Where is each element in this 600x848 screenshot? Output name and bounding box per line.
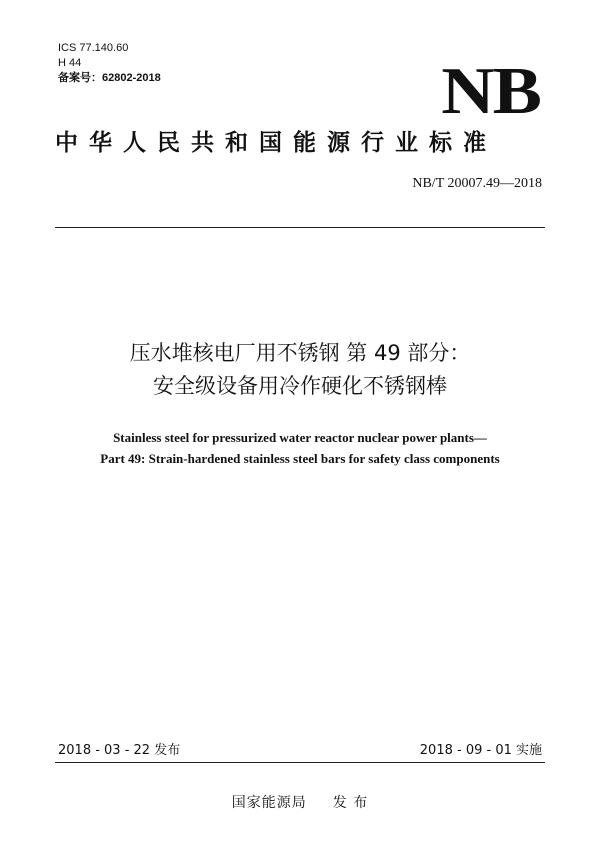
publisher-action: 发 布 bbox=[332, 795, 369, 811]
english-title-line-1: Stainless steel for pressurized water reactor nuclear power plants— bbox=[113, 430, 487, 445]
publisher-line bbox=[0, 792, 600, 812]
english-title-line-2: Part 49: Strain-hardened stainless steel bars for safety class components bbox=[100, 451, 500, 466]
implementation-date: 2018 - 09 - 01 实施 bbox=[419, 743, 542, 758]
ics-code: ICS 77.140.60 bbox=[58, 42, 129, 54]
standard-code: NB/T 20007.49—2018 bbox=[412, 176, 542, 191]
standard-category-title: 中华人民共和国能源行业标准 bbox=[55, 130, 497, 156]
classification-code: H 44 bbox=[58, 57, 82, 69]
chinese-title-line-2: 安全级设备用冷作硬化不锈钢棒 bbox=[153, 374, 447, 398]
record-number: 备案号：62802-2018 bbox=[58, 72, 161, 84]
issue-date: 2018 - 03 - 22 发布 bbox=[58, 743, 181, 758]
top-divider bbox=[55, 227, 545, 228]
chinese-title-line-1: 压水堆核电厂用不锈钢 第 49 部分： bbox=[129, 341, 471, 365]
bottom-divider bbox=[55, 762, 545, 763]
nb-logo: NB bbox=[441, 54, 540, 129]
publisher-name: 国家能源局 bbox=[231, 795, 307, 811]
